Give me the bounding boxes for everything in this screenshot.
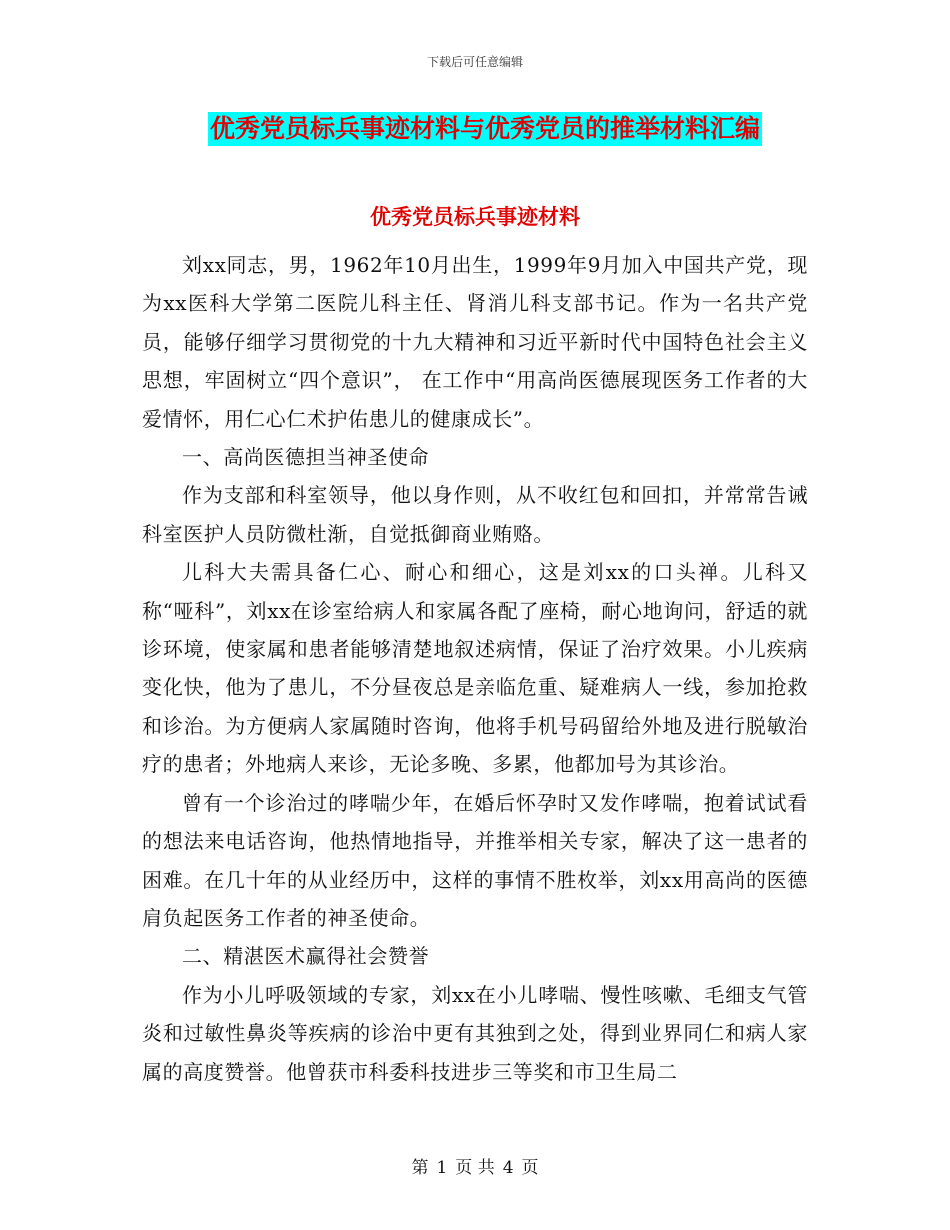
heading-medical-skill: 二、精湛医术赢得社会赞誉 (182, 944, 430, 969)
footer-prefix: 第 (411, 1158, 429, 1178)
heading-medical-ethics: 一、高尚医德担当神圣使命 (182, 445, 430, 470)
document-title: 优秀党员标兵事迹材料与优秀党员的推举材料汇编 (208, 112, 762, 146)
footer-suffix: 页 (521, 1158, 539, 1178)
section-title: 优秀党员标兵事迹材料 (370, 204, 580, 229)
header-note: 下载后可任意编辑 (426, 55, 523, 69)
document-body (142, 246, 808, 1091)
paragraph-intro: 刘xx同志，男，1962年10月出生，1999年9月加入中国共产党，现为xx医科大学第二医院儿科主任、肾消儿科支部书记。作为一名共产党员，能够仔细学习贯彻党的十九大精神和习近平新时代中国特色社会主义思想，牢固树立“四个意识”， 在工作中“用高尚医德展现医务工作者的大爱情怀，用仁心仁术护佑患儿的健康成长”。 (142, 253, 808, 431)
paragraph-leadership: 作为支部和科室领导，他以身作则，从不收红包和回扣，并常常告诫科室医护人员防微杜渐，自觉抵御商业贿赂。 (142, 483, 808, 546)
paragraph-pediatrics: 儿科大夫需具备仁心、耐心和细心，这是刘xx的口头禅。儿科又称“哑科”，刘xx在诊室给病人和家属各配了座椅，耐心地询问，舒适的就诊环境，使家属和患者能够清楚地叙述病情，保证了治疗效果。小儿疾病变化快，他为了患儿，不分昼夜总是亲临危重、疑难病人一线，参加抢救和诊治。为方便病人家属随时咨询，他将手机号码留给外地及进行脱敏治疗的患者；外地病人来诊，无论多晚、多累，他都加号为其诊治。 (142, 560, 808, 777)
footer-middle: 页 共 (455, 1158, 495, 1178)
paragraph-asthma-case: 曾有一个诊治过的哮喘少年，在婚后怀孕时又发作哮喘，抱着试试看的想法来电话咨询，他热情地指导，并推举相关专家，解决了这一患者的困难。在几十年的从业经历中，这样的事情不胜枚举，刘xx用高尚的医德肩负起医务工作者的神圣使命。 (142, 790, 808, 930)
page-footer (0, 1153, 950, 1178)
paragraph-expertise: 作为小儿呼吸领域的专家，刘xx在小儿哮喘、慢性咳嗽、毛细支气管炎和过敏性鼻炎等疾病的诊治中更有其独到之处，得到业界同仁和病人家属的高度赞誉。他曾获市科委科技进步三等奖和市卫生局二 (142, 982, 808, 1084)
page-number: 1 (436, 1158, 448, 1178)
page-total: 4 (502, 1158, 514, 1178)
